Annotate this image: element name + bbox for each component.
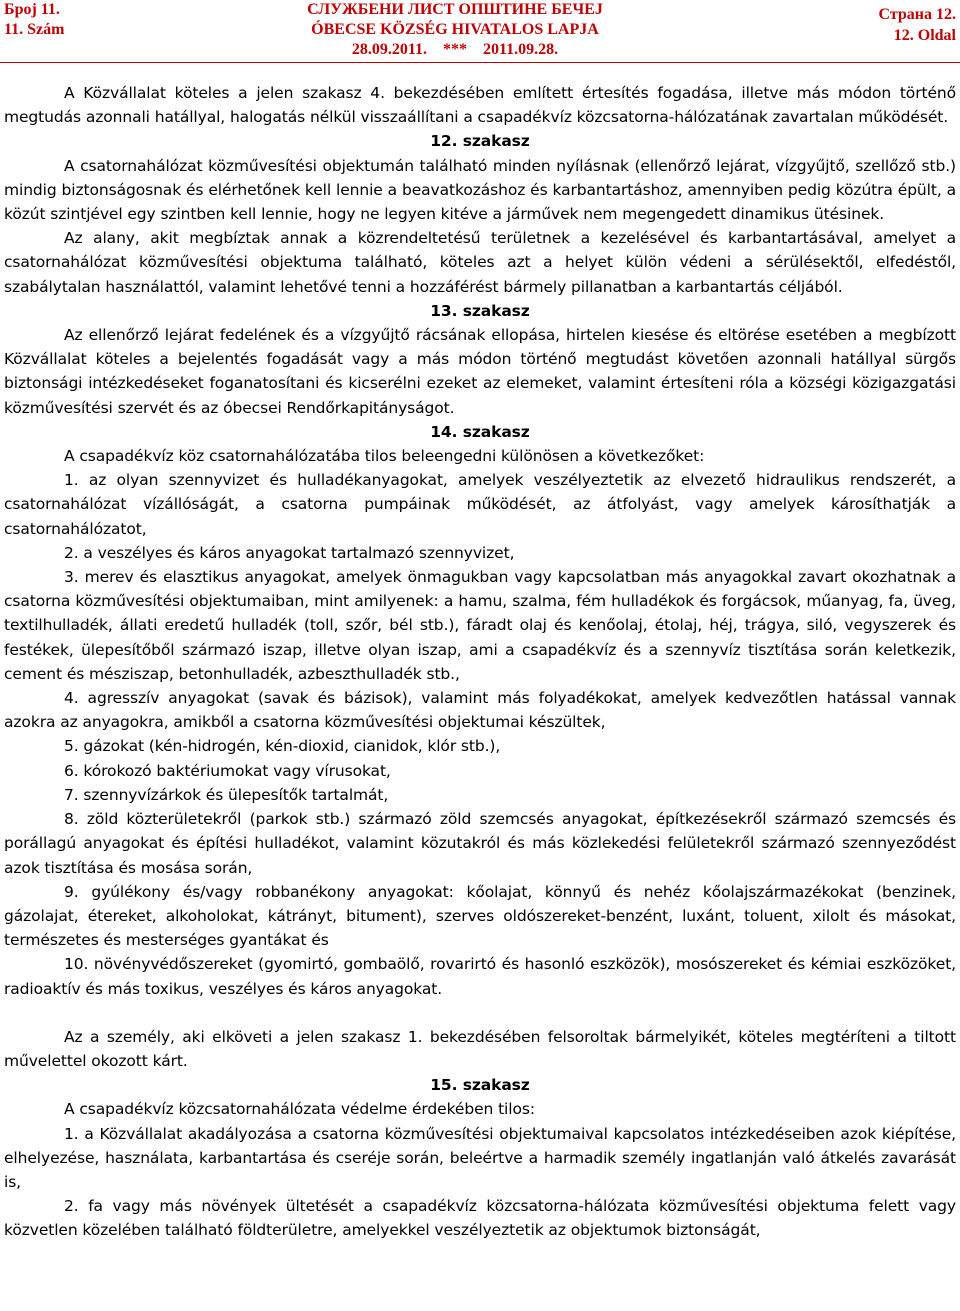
section-15-intro: A csapadékvíz közcsatornahálózata védelme érdekében tilos:: [64, 1100, 535, 1119]
list-item: 8. zöld közterületekről (parkok stb.) származó zöld szemcsés anyagokat, építkezésekről származó szemcsés és porállagú anyagokat és építési hulladékot, valamint közutakról és más közlekedési felületekről származó szennyeződést azok tisztítása és mosása során,: [4, 810, 956, 877]
section-12-paragraph-2: Az alany, akit megbíztak annak a közrendeltetésű területnek a kezelésével és karbantartásával, amelyet a csatornahálózat közművesítési objektuma található, köteles azt a helyet külön védeni a sérülésektől, elfedéstől, szabálytalan használattól, valamint lehetővé tenni a hozzáférést bármely pillanatban a karbantartás céljából.: [4, 229, 956, 296]
intro-paragraph: A Közvállalat köteles a jelen szakasz 4. bekezdésében említett értesítés fogadása, illetve más módon történő megtudás azonnali hatállyal, halogatás nélkül visszaállítani a csapadékvíz közcsatorna-hálózatának zavartalan működését.: [4, 84, 956, 127]
list-item: 3. merev és elasztikus anyagokat, amelyek önmagukban vagy kapcsolatban más anyagokkal zavart okozhatnak a csatorna közművesítési objektumaiban, mint amilyenek: a hamu, szalma, fém hulladékok és forgácsok, műanyag, fa, üveg, textilhulladék, állati eredetű hulladék (toll, szőr, bél stb.), fáradt olaj és kenőolaj, étolaj, héj, trágya, siló, vegyszerek és festékek, ülepesítőből származó iszap, illetve olyan iszap, ami a csapadékvíz és a szennyvíz tisztítása során keletkezik, cement és mésziszap, betonhulladék, azbeszthulladék stb.,: [4, 568, 956, 683]
gazette-date: 28.09.2011. *** 2011.09.28.: [351, 41, 559, 58]
page-number-hungarian: 12. Oldal: [893, 27, 956, 44]
section-12-paragraph-1: A csatornahálózat közművesítési objektumán található minden nyílásnak (ellenőrző lejárat, vízgyűjtő, szellőző stb.) mindig biztonságosnak és elérhetőnek kell lennie a beavatkozáshoz és karbantartáshoz, amennyiben pedig közútra épült, a közút szintjével egy szintben kell lennie, hogy ne legyen kitéve a járművek nem megengedett dinamikus ütésinek.: [4, 156, 956, 224]
document-body: [4, 81, 956, 1243]
list-item: 5. gázokat (kén-hidrogén, kén-dioxid, cianidok, klór stb.),: [64, 737, 501, 756]
list-item: 10. növényvédőszereket (gyomirtó, gombaölő, rovarirtó és hasonló eszközök), mosószereket és kémiai eszközöket, radioaktív és más toxikus, veszélyes és káros anyagokat.: [4, 955, 956, 998]
list-item: 1. az olyan szennyvizet és hulladékanyagokat, amelyek veszélyeztetik az elvezető hidraulikus rendszerét, a csatornahálózat vízállóságát, a csatorna pumpáinak működését, az átfolyást, vagy amelyek károsíthatják a csatornahálózatot,: [4, 471, 956, 538]
page-header: [0, 0, 960, 62]
section-14-intro: A csapadékvíz köz csatornahálózatába tilos beleengedni különösen a következőket:: [64, 447, 705, 466]
section-14-closing: Az a személy, aki elköveti a jelen szakasz 1. bekezdésében felsoroltak bármelyikét, köteles megtéríteni a tiltott művelettel okozott kárt.: [4, 1027, 956, 1070]
issue-number-serbian: Број 11.: [4, 1, 60, 18]
section-12-title: 12. szakasz: [430, 132, 530, 151]
list-item: 9. gyúlékony és/vagy robbanékony anyagokat: kőolajat, könnyű és nehéz kőolajszármazékokat (benzinek, gázolajat, étereket, alkoholokat, kátrányt, bitument), szerves oldószereket-benzént, luxánt, toluent, xilolt és másokat, természetes és mesterséges gyantákat és: [4, 882, 956, 950]
header-divider: [0, 62, 960, 63]
gazette-title: [280, 0, 630, 60]
section-13-paragraph-1: Az ellenőrző lejárat fedelének és a vízgyűjtő rácsának ellopása, hirtelen kiesése és eltörése esetében a megbízott Közvállalat köteles a bejelentés fogadását vagy a más módon történő megtudást követően azonnali hatállyal sürgős biztonsági intézkedéseket foganatosítani és kicserélni ezeket az elemeket, valamint értesíteni róla a községi közigazgatási közművesítési szervét és az óbecsei Rendőrkapitányságot.: [4, 326, 956, 417]
issue-number-hungarian: 11. Szám: [4, 21, 65, 38]
list-item: 2. fa vagy más növények ültetését a csapadékvíz közcsatorna-hálózata közművesítési objektuma felett vagy közvetlen közelében található földterületre, amelyekkel veszélyeztetik az objektumok biztonságát,: [4, 1197, 956, 1240]
section-15-title: 15. szakasz: [430, 1076, 530, 1095]
page-number: [878, 4, 956, 46]
list-item: 1. a Közvállalat akadályozása a csatorna közművesítési objektumaival kapcsolatos intézkedéseiben azok kiépítése, elhelyezése, használata, karbantartása és cseréje során, beleértve a harmadik személy ingatlanján való átkelés zavarását is,: [4, 1124, 956, 1191]
paragraph-spacer: [4, 1001, 956, 1025]
section-14-title: 14. szakasz: [430, 422, 530, 441]
gazette-title-hungarian: ÓBECSE KÖZSÉG HIVATALOS LAPJA: [311, 21, 599, 38]
list-item: 7. szennyvízárkok és ülepesítők tartalmát,: [64, 785, 389, 804]
list-item: 2. a veszélyes és káros anyagokat tartalmazó szennyvizet,: [64, 543, 515, 562]
section-13-title: 13. szakasz: [430, 301, 530, 320]
list-item: 4. agresszív anyagokat (savak és bázisok), valamint más folyadékokat, amelyek kedvezőtlen hatással vannak azokra az anyagokra, amikből a csatorna közművesítési objektumai készültek,: [4, 689, 956, 732]
issue-number: [4, 0, 64, 40]
gazette-title-serbian: СЛУЖБЕНИ ЛИСТ ОПШТИНЕ БЕЧЕЈ: [307, 1, 603, 18]
page-number-serbian: Страна 12.: [878, 6, 956, 23]
list-item: 6. kórokozó baktériumokat vagy vírusokat,: [64, 761, 391, 780]
